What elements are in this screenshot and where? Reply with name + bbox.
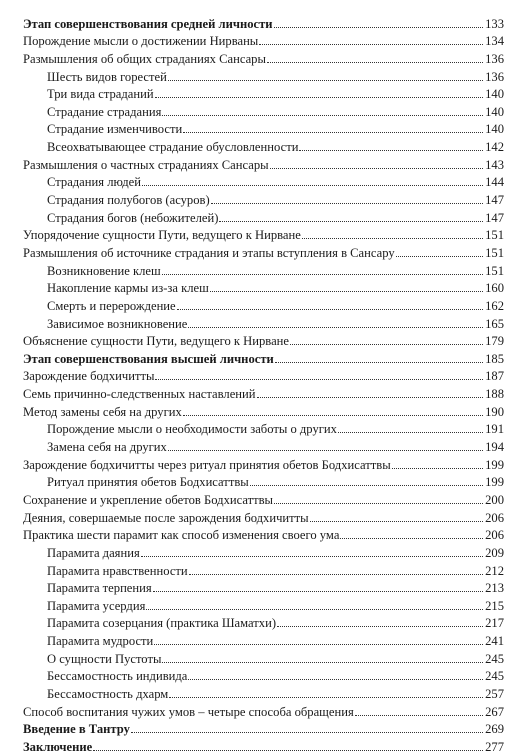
toc-entry (23, 154, 504, 172)
toc-entry-title: Парамита даяния (47, 545, 140, 560)
toc-entry-title: Ритуал принятия обетов Бодхисаттвы (47, 475, 249, 490)
toc-entry (23, 736, 504, 754)
dot-leader (189, 574, 483, 575)
toc-entry (23, 507, 504, 525)
toc-entry (23, 189, 504, 207)
dot-leader (257, 397, 483, 398)
toc-entry-title: Парамита созерцания (практика Шаматхи) (47, 616, 277, 631)
dot-leader (355, 715, 483, 716)
dot-leader (277, 626, 483, 627)
toc-entry-page-number: 165 (485, 316, 504, 331)
toc-entry-title: Всеохватывающее страдание обусловленности (47, 140, 299, 155)
toc-entry-page-number: 191 (485, 422, 504, 437)
toc-entry-title: Деяния, совершаемые после зарождения бодхичитты (23, 510, 309, 525)
toc-entry-title: Упорядочение сущности Пути, ведущего к Нирване (23, 228, 301, 243)
dot-leader (141, 556, 483, 557)
toc-entry (23, 119, 504, 137)
toc-entry-title: Три вида страданий (47, 87, 154, 102)
toc-entry (23, 401, 504, 419)
toc-entry-title: Метод замены себя на других (23, 404, 182, 419)
toc-entry-title: Размышления о частных страданиях Сансары (23, 157, 269, 172)
toc-entry-page-number: 142 (485, 140, 504, 155)
dot-leader (177, 309, 483, 310)
toc-entry (23, 719, 504, 737)
dot-leader (93, 750, 483, 751)
toc-entry (23, 172, 504, 190)
toc-entry-page-number: 147 (485, 210, 504, 225)
toc-entry-title: Зарождение бодхичитты (23, 369, 155, 384)
toc-entry (23, 560, 504, 578)
toc-entry (23, 472, 504, 490)
toc-entry-title: Практика шести парамит как способ изменения своего ума (23, 528, 340, 543)
toc-entry-title: Парамита мудрости (47, 634, 154, 649)
toc-entry-title: Страдание изменчивости (47, 122, 183, 137)
dot-leader (259, 44, 483, 45)
dot-leader (155, 97, 483, 98)
toc-entry-title: Шесть видов горестей (47, 69, 167, 84)
toc-entry-page-number: 162 (485, 298, 504, 313)
dot-leader (270, 168, 483, 169)
dot-leader (153, 591, 483, 592)
toc-entry-title: Бессамостность индивида (47, 669, 188, 684)
toc-entry-page-number: 277 (485, 739, 504, 754)
toc-entry-title: Возникновение клеш (47, 263, 161, 278)
toc-entry (23, 489, 504, 507)
toc-entry (23, 578, 504, 596)
toc-entry-title: Страдания полубогов (асуров) (47, 193, 210, 208)
toc-entry (23, 701, 504, 719)
toc-entry (23, 595, 504, 613)
toc-entry-title: Заключение (23, 739, 93, 754)
toc-entry (23, 366, 504, 384)
toc-entry-page-number: 140 (485, 87, 504, 102)
toc-entry (23, 66, 504, 84)
toc-entry (23, 683, 504, 701)
dot-leader (188, 679, 483, 680)
toc-entry-title: Размышления об общих страданиях Сансары (23, 51, 266, 66)
dot-leader (162, 115, 483, 116)
dot-leader (396, 256, 483, 257)
toc-entry-page-number: 200 (485, 492, 504, 507)
toc-entry (23, 136, 504, 154)
dot-leader (338, 432, 483, 433)
toc-entry (23, 225, 504, 243)
dot-leader (142, 185, 483, 186)
toc-entry (23, 13, 504, 31)
toc-entry-page-number: 245 (485, 651, 504, 666)
toc-entry-page-number: 151 (485, 263, 504, 278)
toc-entry-title: Семь причинно-следственных наставлений (23, 387, 256, 402)
toc-entry-page-number: 136 (485, 69, 504, 84)
toc-entry (23, 525, 504, 543)
toc-entry (23, 313, 504, 331)
toc-entry (23, 278, 504, 296)
toc-entry-title: Парамита нравственности (47, 563, 188, 578)
toc-entry-page-number: 134 (485, 34, 504, 49)
dot-leader (302, 238, 483, 239)
dot-leader (155, 379, 483, 380)
toc-entry-page-number: 209 (485, 545, 504, 560)
toc-entry-title: Введение в Тантру (23, 722, 130, 737)
toc-entry-page-number: 188 (485, 387, 504, 402)
toc-entry-title: Размышления об источнике страдания и этапы вступления в Сансару (23, 245, 395, 260)
toc-entry (23, 31, 504, 49)
toc-entry-title: Накопление кармы из-за клеш (47, 281, 209, 296)
dot-leader (131, 732, 483, 733)
toc-entry-title: Страдания богов (небожителей) (47, 210, 219, 225)
toc-entry (23, 101, 504, 119)
toc-entry-title: Замена себя на других (47, 440, 167, 455)
toc-entry-page-number: 206 (485, 510, 504, 525)
toc-entry (23, 48, 504, 66)
toc-entry-title: Этап совершенствования высшей личности (23, 351, 274, 366)
toc-entry (23, 454, 504, 472)
dot-leader (183, 132, 483, 133)
toc-entry-title: Бессамостность дхарм (47, 686, 169, 701)
toc-entry-page-number: 217 (485, 616, 504, 631)
toc-entry (23, 613, 504, 631)
toc-entry (23, 207, 504, 225)
toc-entry-page-number: 199 (485, 475, 504, 490)
toc-entry (23, 436, 504, 454)
toc-entry-title: Парамита усердия (47, 598, 146, 613)
toc-entry (23, 295, 504, 313)
toc-entry (23, 648, 504, 666)
toc-entry-title: Порождение мысли о необходимости заботы о других (47, 422, 337, 437)
dot-leader (219, 221, 483, 222)
toc-entry (23, 331, 504, 349)
toc-entry-title: Страдание страдания (47, 104, 162, 119)
toc-entry-title: Сохранение и укрепление обетов Бодхисаттвы (23, 492, 274, 507)
toc-entry (23, 542, 504, 560)
toc-entry-page-number: 215 (485, 598, 504, 613)
toc-entry (23, 84, 504, 102)
toc-entry-page-number: 245 (485, 669, 504, 684)
toc-entry-page-number: 190 (485, 404, 504, 419)
toc-entry (23, 348, 504, 366)
dot-leader (183, 415, 483, 416)
dot-leader (275, 362, 483, 363)
toc-entry (23, 630, 504, 648)
toc-entry-page-number: 269 (485, 722, 504, 737)
toc-entry-page-number: 179 (485, 334, 504, 349)
dot-leader (162, 274, 483, 275)
toc-entry-title: Зависимое возникновение (47, 316, 188, 331)
dot-leader (154, 644, 483, 645)
toc-entry-title: Парамита терпения (47, 581, 152, 596)
dot-leader (188, 327, 483, 328)
toc-entry-page-number: 140 (485, 104, 504, 119)
toc-entry-page-number: 140 (485, 122, 504, 137)
toc-entry-title: Способ воспитания чужих умов – четыре способа обращения (23, 704, 354, 719)
toc-entry-page-number: 133 (485, 16, 504, 31)
dot-leader (210, 291, 483, 292)
toc-entry-page-number: 151 (485, 245, 504, 260)
toc-entry-page-number: 257 (485, 686, 504, 701)
dot-leader (290, 344, 483, 345)
toc-entry-page-number: 212 (485, 563, 504, 578)
dot-leader (340, 538, 483, 539)
toc-entry-page-number: 185 (485, 351, 504, 366)
toc-entry-page-number: 213 (485, 581, 504, 596)
toc-entry (23, 419, 504, 437)
toc-entry-page-number: 206 (485, 528, 504, 543)
toc-entry-page-number: 241 (485, 634, 504, 649)
dot-leader (299, 150, 483, 151)
toc-entry-page-number: 147 (485, 193, 504, 208)
toc-entry-page-number: 267 (485, 704, 504, 719)
toc-entry-page-number: 160 (485, 281, 504, 296)
toc-entry-page-number: 151 (485, 228, 504, 243)
toc-entry-title: Страдания людей (47, 175, 141, 190)
toc-entry (23, 383, 504, 401)
toc-entry-title: О сущности Пустоты (47, 651, 162, 666)
dot-leader (168, 450, 483, 451)
toc-entry-page-number: 194 (485, 440, 504, 455)
dot-leader (267, 62, 483, 63)
toc-entry-title: Этап совершенствования средней личности (23, 16, 273, 31)
dot-leader (146, 609, 483, 610)
toc-entry-title: Порождение мысли о достижении Нирваны (23, 34, 259, 49)
toc-entry-page-number: 143 (485, 157, 504, 172)
toc-entry-page-number: 136 (485, 51, 504, 66)
toc-entry (23, 666, 504, 684)
toc-entry (23, 260, 504, 278)
dot-leader (274, 27, 483, 28)
toc-entry (23, 242, 504, 260)
toc-entry-title: Смерть и перерождение (47, 298, 176, 313)
dot-leader (211, 203, 483, 204)
dot-leader (274, 503, 483, 504)
dot-leader (250, 485, 483, 486)
dot-leader (169, 697, 483, 698)
dot-leader (168, 80, 483, 81)
dot-leader (392, 468, 483, 469)
toc-entry-title: Зарождение бодхичитты через ритуал принятия обетов Бодхисаттвы (23, 457, 391, 472)
toc-entry-page-number: 144 (485, 175, 504, 190)
toc-entry-page-number: 199 (485, 457, 504, 472)
dot-leader (310, 521, 483, 522)
toc-entry-page-number: 187 (485, 369, 504, 384)
toc-entry-title: Объяснение сущности Пути, ведущего к Нирване (23, 334, 289, 349)
dot-leader (162, 662, 483, 663)
